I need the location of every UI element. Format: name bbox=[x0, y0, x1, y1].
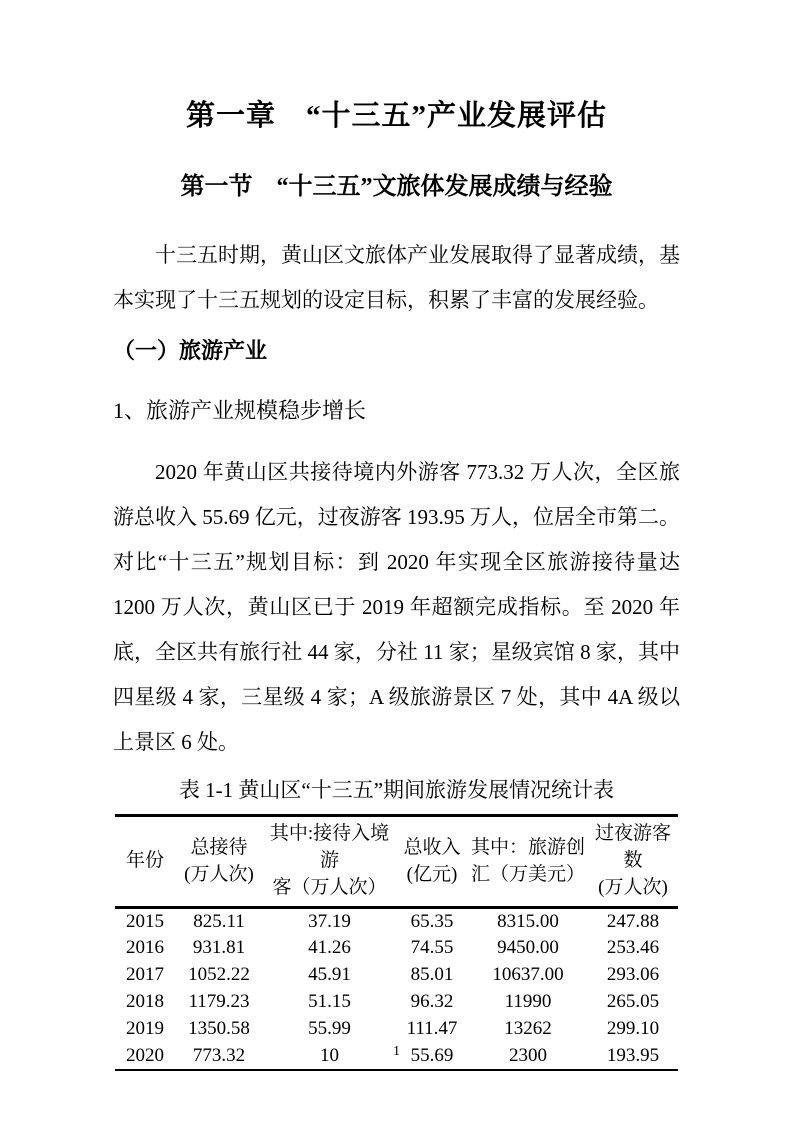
header-cell-overnight-visitors bbox=[588, 816, 678, 908]
chapter-title: 第一章 “十三五”产业发展评估 bbox=[185, 100, 607, 132]
table-cell: 8315.00 bbox=[497, 910, 559, 932]
header-line: 其中:接待入境游 bbox=[269, 823, 390, 871]
table-cell: 2300 bbox=[509, 1044, 547, 1066]
table-cell: 74.55 bbox=[410, 937, 454, 958]
intro-paragraph: 十三五时期，黄山区文旅体产业发展取得了显著成绩，基本实现了十三五规划的设定目标，积累了丰富的发展经验。 bbox=[113, 243, 680, 312]
header-cell-year bbox=[115, 816, 175, 908]
table-cell: 10637.00 bbox=[492, 964, 564, 985]
table-cell: 2018 bbox=[126, 991, 164, 1012]
header-cell-total-revenue bbox=[396, 816, 468, 908]
header-line: 总收入 bbox=[403, 836, 461, 858]
table-cell: 247.88 bbox=[606, 910, 660, 932]
header-line: (万人次) bbox=[184, 863, 254, 885]
body-paragraph: 2020 年黄山区共接待境内外游客 773.32 万人次，全区旅游总收入 55.69 亿元，过夜游客 193.95 万人，位居全市第二。对比“十三五”规划目标：到 2020 年实现全区旅游接待量达 1200 万人次，黄山区已于 2019 年超额完成指标。至 2020 年底，全区共有旅行社 44 家，分社 11 家；星级宾馆 8 家，其中四星级 4 家，三星级 4 家；A 级旅游景区 7 处，其中 4A 级以上景区 6 处。 bbox=[113, 460, 680, 754]
table-cell: 931.81 bbox=[192, 937, 246, 958]
table-row bbox=[115, 908, 678, 935]
table-cell: 2019 bbox=[126, 1018, 164, 1039]
table-cell: 111.47 bbox=[406, 1018, 458, 1039]
table-cell: 96.32 bbox=[410, 991, 454, 1012]
table-cell: 85.01 bbox=[410, 964, 454, 985]
table-cell: 9450.00 bbox=[497, 937, 559, 958]
table-header-row bbox=[115, 816, 678, 908]
table-row bbox=[115, 935, 678, 962]
header-cell-tourism-forex bbox=[468, 816, 588, 908]
table-cell: 825.11 bbox=[193, 910, 245, 932]
table-cell: 45.91 bbox=[308, 964, 351, 985]
header-line: (万人次) bbox=[598, 877, 668, 898]
header-line: 客（万人次） bbox=[272, 877, 387, 898]
subsection-heading: （一）旅游产业 bbox=[113, 338, 268, 363]
table-caption: 表 1-1 黄山区“十三五”期间旅游发展情况统计表 bbox=[178, 778, 615, 802]
header-line: 过夜游客数 bbox=[594, 823, 671, 871]
table-cell: 1052.22 bbox=[188, 964, 250, 985]
table-cell: 11990 bbox=[504, 991, 552, 1012]
table-cell: 293.06 bbox=[606, 964, 660, 985]
point-heading: 1、旅游产业规模稳步增长 bbox=[113, 398, 367, 423]
table-cell: 2015 bbox=[126, 910, 164, 932]
header-line: (亿元) bbox=[406, 863, 458, 885]
table-cell: 253.46 bbox=[606, 937, 660, 958]
stats-table bbox=[115, 814, 678, 1071]
header-cell-inbound-visitors bbox=[263, 816, 396, 908]
table-cell: 41.26 bbox=[308, 937, 351, 958]
header-line: 总接待 bbox=[190, 836, 248, 858]
table-cell: 37.19 bbox=[308, 910, 351, 932]
table-cell: 13262 bbox=[504, 1018, 552, 1039]
table-row bbox=[115, 1016, 678, 1043]
header-line: 汇（万美元） bbox=[470, 863, 585, 885]
table-cell: 2017 bbox=[126, 964, 164, 985]
page-number: 1 bbox=[393, 1044, 400, 1059]
table-cell: 1350.58 bbox=[188, 1018, 250, 1039]
table-row bbox=[115, 962, 678, 989]
table-cell: 51.15 bbox=[308, 991, 351, 1012]
table-cell: 299.10 bbox=[606, 1018, 660, 1039]
table-cell: 65.35 bbox=[410, 910, 454, 932]
section-title: 第一节 “十三五”文旅体发展成绩与经验 bbox=[180, 174, 613, 200]
table-cell: 193.95 bbox=[606, 1044, 660, 1066]
table-cell: 265.05 bbox=[606, 991, 660, 1012]
table-cell: 55.99 bbox=[308, 1018, 351, 1039]
table-cell: 773.32 bbox=[192, 1044, 246, 1066]
table-cell: 2020 bbox=[126, 1044, 164, 1066]
header-cell-total-reception bbox=[175, 816, 263, 908]
table-cell: 55.69 bbox=[410, 1044, 454, 1066]
table-row bbox=[115, 989, 678, 1016]
header-line: 年份 bbox=[125, 850, 164, 871]
table-cell: 2016 bbox=[126, 937, 164, 958]
header-line: 其中：旅游创 bbox=[470, 836, 585, 858]
table-cell: 10 bbox=[320, 1044, 339, 1066]
table-cell: 1179.23 bbox=[188, 991, 250, 1012]
